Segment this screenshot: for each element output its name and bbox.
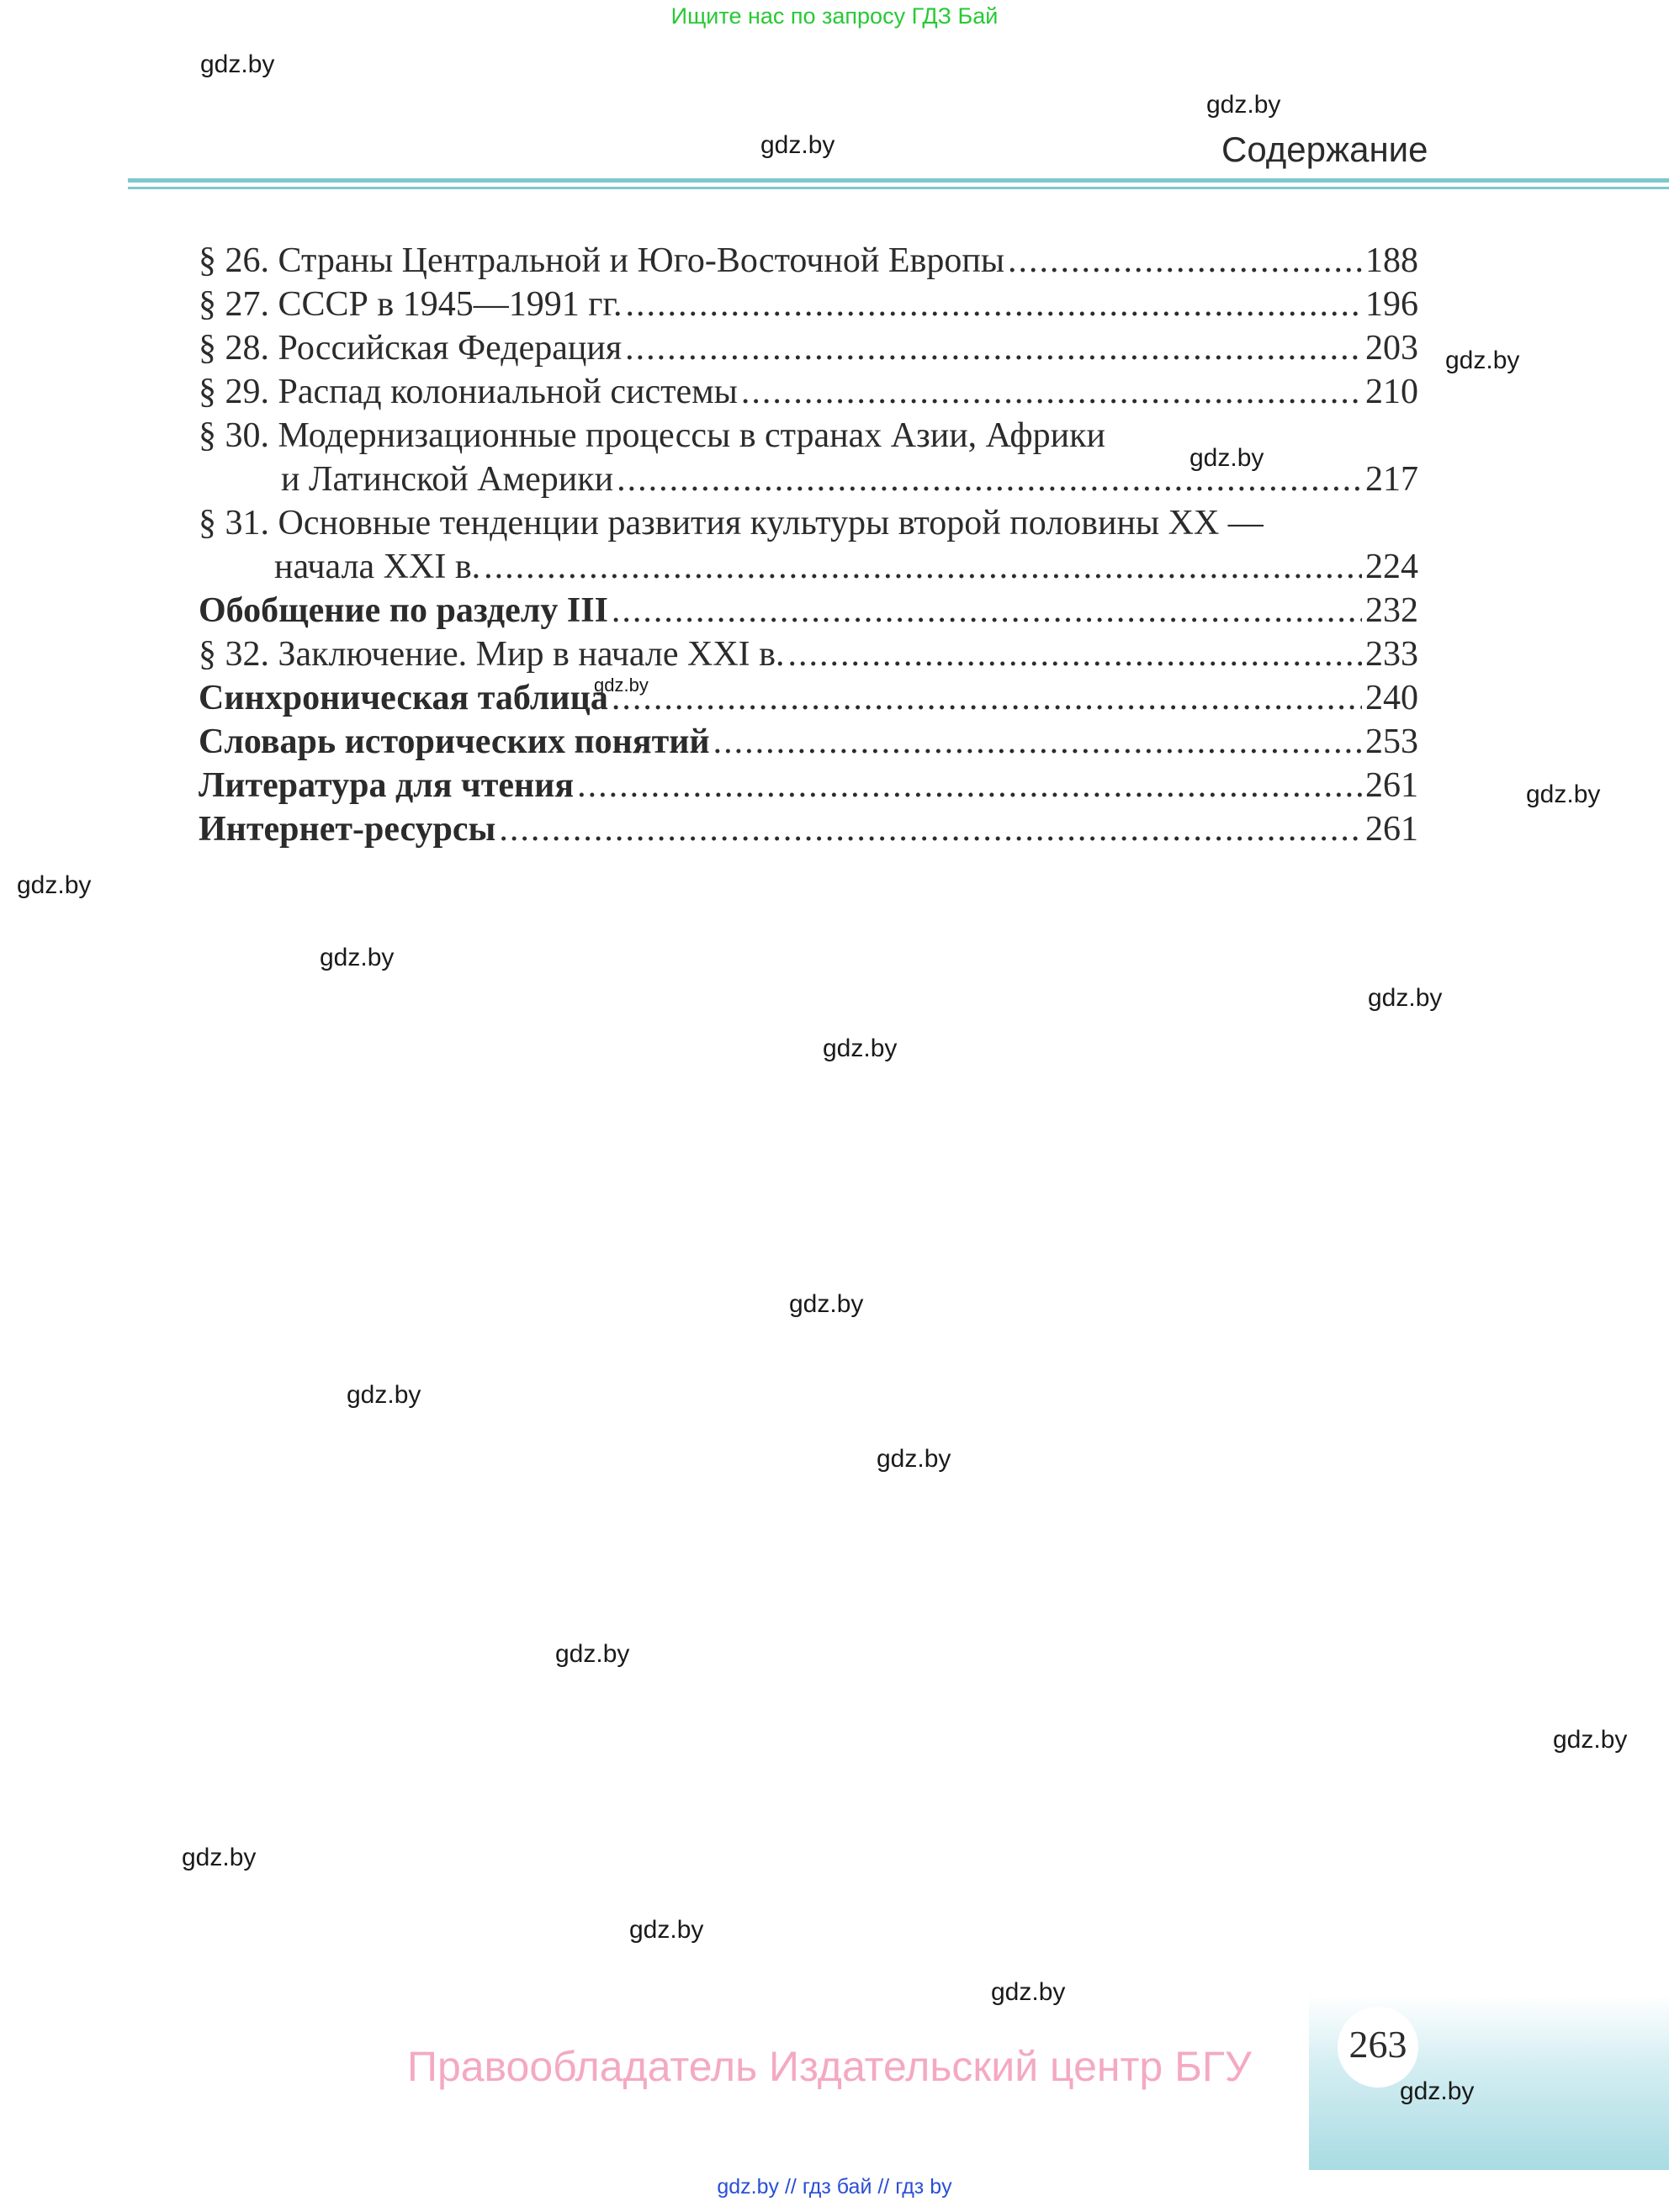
bottom-links[interactable]: gdz.by // гдз бай // гдз by: [717, 2175, 952, 2199]
dot-leader: [713, 720, 1362, 764]
toc-entry-title: Интернет-ресурсы: [199, 810, 496, 849]
table-of-contents: [199, 239, 1418, 851]
toc-entry[interactable]: [199, 676, 1418, 720]
top-banner[interactable]: Ищите нас по запросу ГДЗ Бай: [670, 3, 999, 29]
dot-leader: [484, 545, 1362, 589]
dot-leader: [625, 326, 1362, 370]
toc-entry-title: Обобщение по разделу III: [199, 591, 608, 630]
watermark: gdz.by: [1206, 91, 1281, 119]
toc-entry-page: 196: [1365, 285, 1418, 324]
watermark: gdz.by: [877, 1445, 951, 1473]
watermark: gdz.by: [17, 871, 92, 899]
toc-entry[interactable]: [199, 283, 1418, 326]
toc-entry[interactable]: [199, 720, 1418, 764]
toc-entry[interactable]: [199, 764, 1418, 807]
toc-entry-page: 253: [1365, 722, 1418, 761]
dot-leader: [1008, 239, 1362, 283]
watermark: gdz.by: [594, 675, 649, 696]
dot-leader: [612, 676, 1362, 720]
watermark: gdz.by: [789, 1290, 864, 1318]
watermark: gdz.by: [1368, 984, 1443, 1012]
running-head: Содержание: [1221, 130, 1428, 169]
page-number: 263: [1348, 2023, 1407, 2066]
toc-entry[interactable]: [199, 589, 1418, 632]
toc-entry[interactable]: [199, 326, 1418, 370]
dot-leader: [499, 807, 1362, 851]
watermark: gdz.by: [629, 1916, 704, 1944]
header-rule-top: [128, 178, 1669, 183]
toc-entry[interactable]: [199, 370, 1418, 414]
toc-entry-continuation: начала XXI в.: [274, 548, 481, 586]
toc-entry-title: Словарь исторических понятий: [199, 722, 710, 761]
watermark: gdz.by: [823, 1035, 898, 1062]
toc-entry-page: 188: [1365, 241, 1418, 280]
toc-entry-title: Литература для чтения: [199, 766, 575, 805]
toc-entry-title: § 27. СССР в 1945—1991 гг.: [199, 285, 623, 324]
toc-entry-title: § 30. Модернизационные процессы в странах Азии, Африки: [199, 416, 1105, 455]
toc-entry-page: 261: [1365, 810, 1418, 849]
toc-entry-page: 261: [1365, 766, 1418, 805]
toc-entry-page: 232: [1365, 591, 1418, 630]
toc-entry[interactable]: [199, 414, 1418, 501]
toc-entry-page: 240: [1365, 679, 1418, 717]
toc-entry-page: 217: [1365, 460, 1418, 499]
watermark: gdz.by: [991, 1978, 1066, 2006]
toc-entry[interactable]: [199, 632, 1418, 676]
watermark: gdz.by: [555, 1640, 630, 1668]
toc-entry-title: § 28. Российская Федерация: [199, 329, 623, 368]
dot-leader: [617, 458, 1362, 501]
toc-entry-page: 210: [1365, 373, 1418, 411]
watermark: gdz.by: [200, 50, 275, 78]
toc-entry-page: 203: [1365, 329, 1418, 368]
toc-entry-title: § 32. Заключение. Мир в начале XXI в.: [199, 635, 785, 674]
dot-leader: [625, 283, 1362, 326]
watermark: gdz.by: [320, 944, 395, 971]
toc-entry-title: § 26. Страны Центральной и Юго-Восточной Европы: [199, 241, 1005, 280]
header-rule-bottom: [128, 187, 1669, 189]
dot-leader: [788, 632, 1363, 676]
toc-entry[interactable]: [199, 501, 1418, 589]
toc-entry[interactable]: [199, 807, 1418, 851]
toc-entry-continuation: и Латинской Америки: [281, 460, 614, 499]
toc-entry-title: § 29. Распад колониальной системы: [199, 373, 738, 411]
toc-entry-title: § 31. Основные тенденции развития культуры второй половины XX —: [199, 504, 1264, 542]
toc-entry-page: 224: [1365, 548, 1418, 586]
toc-entry-title: Синхроническая таблица: [199, 679, 608, 717]
watermark: gdz.by: [1526, 781, 1601, 808]
watermark: gdz.by: [760, 131, 835, 159]
copyright-holder: Правообладатель Издательский центр БГУ: [407, 2043, 1252, 2090]
watermark: gdz.by: [1445, 347, 1520, 374]
dot-leader: [741, 370, 1362, 414]
watermark: gdz.by: [182, 1844, 257, 1871]
watermark: gdz.by: [1553, 1726, 1628, 1754]
toc-entry-page: 233: [1365, 635, 1418, 674]
dot-leader: [577, 764, 1362, 807]
watermark: gdz.by: [1400, 2077, 1475, 2105]
watermark: gdz.by: [347, 1381, 421, 1409]
toc-entry[interactable]: [199, 239, 1418, 283]
watermark: gdz.by: [1189, 444, 1264, 472]
dot-leader: [612, 589, 1362, 632]
